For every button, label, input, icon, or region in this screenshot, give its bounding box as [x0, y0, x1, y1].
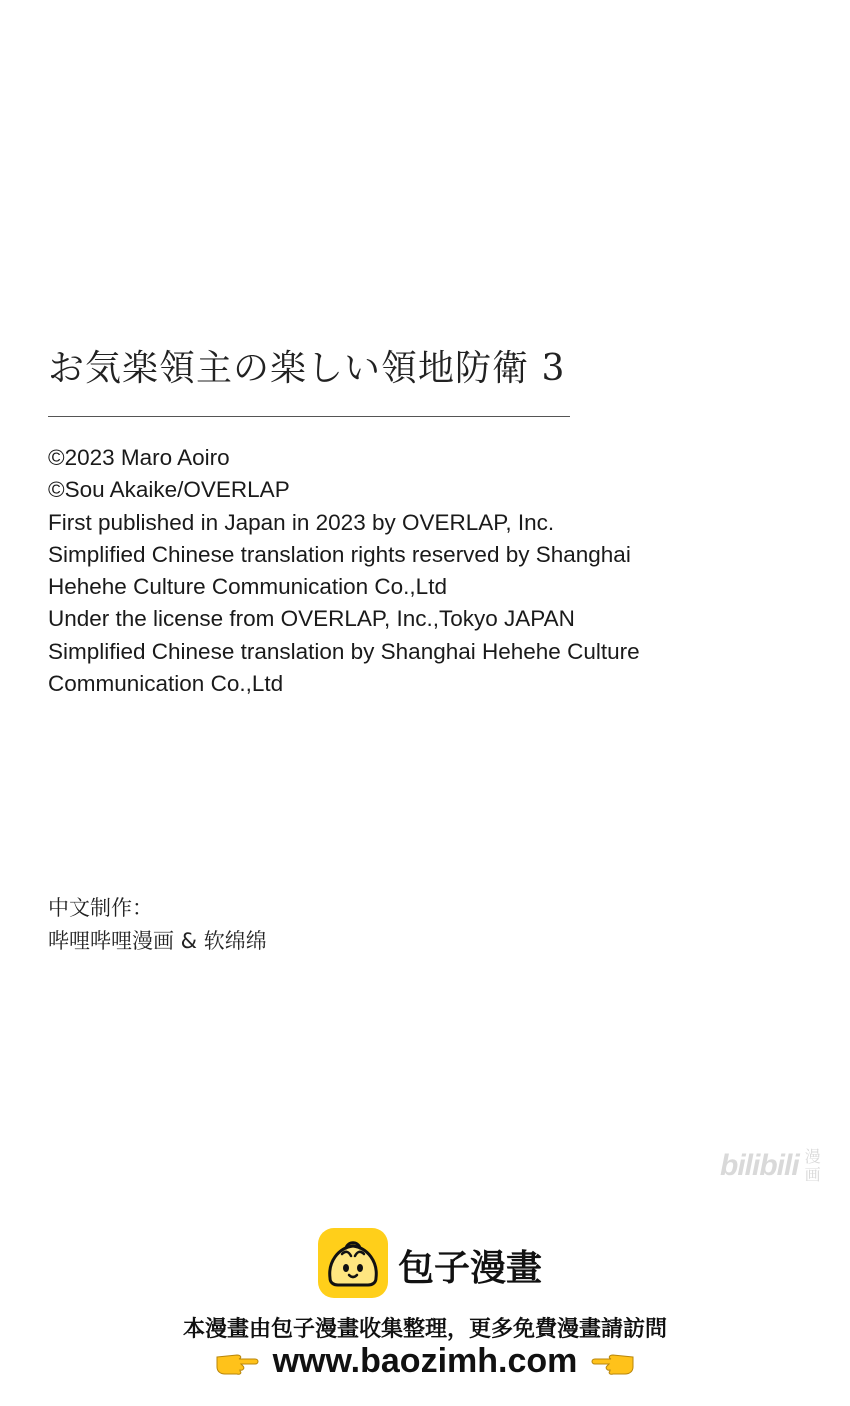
copyright-block — [48, 442, 828, 700]
copyright-line: Simplified Chinese translation rights reserved by Shanghai — [48, 541, 631, 567]
chinese-production-names: 哔哩哔哩漫画 & 软绵绵 — [48, 929, 267, 953]
baozi-logo-icon[interactable] — [318, 1228, 388, 1298]
site-url-link[interactable]: www.baozimh.com — [272, 1342, 578, 1380]
copyright-line: Simplified Chinese translation by Shanghai Hehehe Culture — [48, 638, 640, 664]
site-name: 包子漫畫 — [398, 1248, 543, 1289]
watermark-cn-char: 漫 — [804, 1147, 821, 1166]
watermark-cn — [803, 1148, 823, 1184]
copyright-line: Communication Co.,Ltd — [48, 671, 284, 697]
copyright-line: ©2023 Maro Aoiro — [48, 445, 230, 470]
bilibili-watermark — [720, 1148, 823, 1184]
chinese-production-heading: 中文制作： — [48, 896, 153, 920]
watermark-text: bilibili — [720, 1149, 799, 1182]
book-title: お気楽領主の楽しい領地防衛 3 — [48, 348, 566, 389]
promo-notice: 本漫畫由包子漫畫收集整理，更多免費漫畫請訪問 — [182, 1317, 667, 1342]
copyright-line: First published in Japan in 2023 by OVERLAP, Inc. — [48, 509, 555, 535]
watermark-cn-char: 画 — [804, 1165, 821, 1184]
pointing-right-hand-icon — [215, 1347, 259, 1377]
pointing-left-hand-icon — [591, 1347, 635, 1377]
title-divider — [48, 416, 570, 417]
copyright-line: Under the license from OVERLAP, Inc.,Tokyo JAPAN — [48, 606, 575, 632]
copyright-line: ©Sou Akaike/OVERLAP — [48, 477, 290, 503]
promo-url-row — [0, 1342, 850, 1381]
copyright-line: Hehehe Culture Communication Co.,Ltd — [48, 574, 447, 600]
